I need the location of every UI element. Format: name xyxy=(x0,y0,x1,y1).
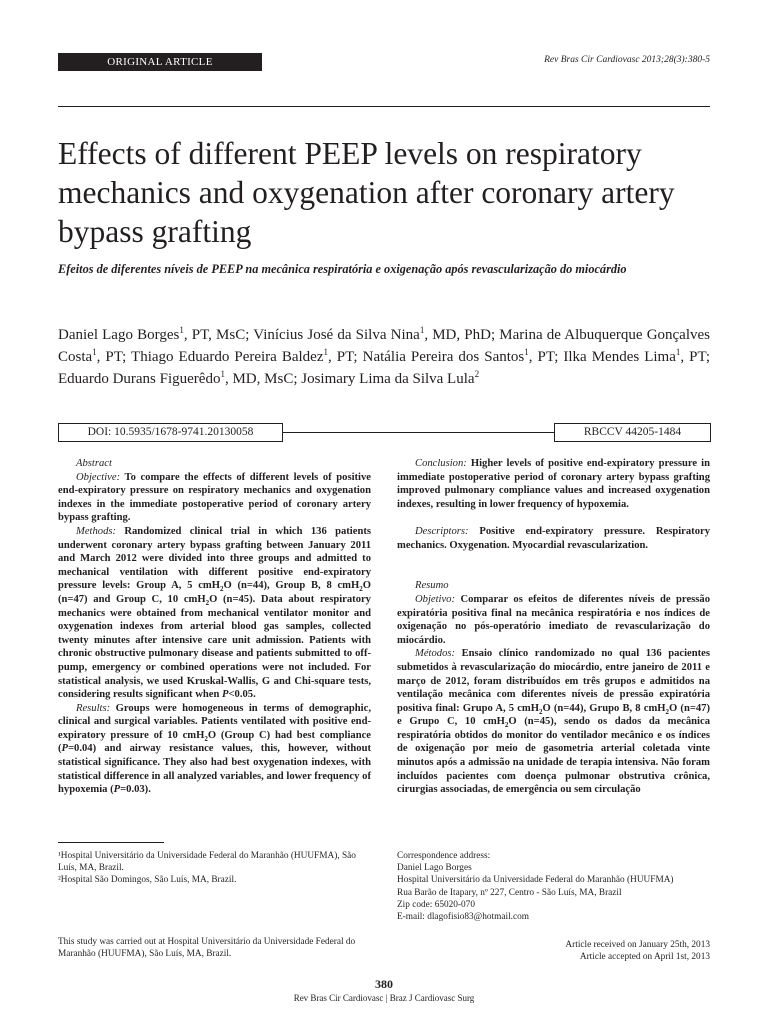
author-degrees: , MD, PhD; xyxy=(424,327,500,343)
correspondence-line: Daniel Lago Borges xyxy=(397,863,472,874)
page-number: 380 xyxy=(375,977,393,991)
footnote-divider xyxy=(58,842,164,843)
resumo-heading: Resumo xyxy=(415,580,449,592)
affiliation-footnotes xyxy=(58,850,371,887)
correspondence-line: Hospital Universitário da Universidade Federal do Maranhão (HUUFMA) xyxy=(397,875,674,886)
author-name: Natália Pereira dos Santos xyxy=(362,349,525,365)
author-name: Josimary Lima da Silva Lula xyxy=(301,371,475,387)
rbccv-identifier: RBCCV 44205-1484 xyxy=(554,423,711,442)
abstract-results: Results: Groups were homogeneous in terms of demographic, clinical and surgical variables. Patients ventilated with positive end-expiratory pressure of 10 cmH$_2$O (Group C) had best compliance (P=0.04) and airway resistance values, this, however, without statistical significance. They also had best oxygenation indexes, with statistical difference in all analyzed variables, and lower frequency of hypoxemia (P=0.03). xyxy=(58,702,372,796)
author-list xyxy=(58,324,710,390)
abstract-methods: Methods: Randomized clinical trial in which 136 patients underwent coronary artery bypass grafting between January 2011 and March 2012 were divided into three groups and admitted to mechanical ventilation with different positive end-expiratory pressure levels: Group A, 5 cmH$_2$O (n=44), Group B, 8 cmH$_2$O (n=47) and Group C, 10 cmH$_2$O (n=45). Data about respiratory mechanics were obtained from mechanical ventilator monitor and oxygenation indexes from arterial blood gas samples, collected twenty minutes after intensive care unit admission. Patients with chronic obstructive pulmonary disease and patients submitted to off-pump, emergency or combined operations were not included. For statistical analysis, we used Kruskal-Wallis, G and Chi-square tests, considering results significant when P<0.05. xyxy=(58,525,371,701)
abstract-descriptors: Descriptors: Positive end-expiratory pressure. Respiratory mechanics. Oxygenation. Myocardial revascularization. xyxy=(397,525,710,551)
author-name: Daniel Lago Borges xyxy=(58,327,180,343)
author-affiliation: 1 xyxy=(92,347,97,357)
article-type-label: ORIGINAL ARTICLE xyxy=(58,53,262,71)
author-affiliation: 1 xyxy=(220,369,225,379)
author xyxy=(58,371,301,387)
footnote: ¹Hospital Universitário da Universidade Federal do Maranhão (HUUFMA), São Luís, MA, Brazil. xyxy=(58,851,356,874)
author xyxy=(563,349,710,365)
resumo-objetivo: Objetivo: Comparar os efeitos de diferentes níveis de pressão expiratória positiva final na mecânica respiratória e nos índices de oxigenação no pós-operatório imediato de revascularização do miocárdio. xyxy=(397,593,710,646)
author xyxy=(363,349,564,365)
abstract-heading: Abstract xyxy=(76,458,112,469)
author-affiliation: 1 xyxy=(675,347,681,357)
author-degrees: , PT; xyxy=(96,349,132,365)
accepted-date: Article accepted on April 1st, 2013 xyxy=(579,952,710,963)
author-affiliation: 1 xyxy=(323,347,328,357)
article-dates xyxy=(565,939,710,963)
correspondence-address xyxy=(397,850,710,923)
footnote: ²Hospital São Domingos, São Luís, MA, Brazil. xyxy=(58,875,237,886)
abstract-continued-and-resumo xyxy=(397,457,710,797)
correspondence-line: Zip code: 65020-070 xyxy=(397,899,475,910)
id-connector-line xyxy=(283,432,554,433)
abstract-english xyxy=(58,457,371,797)
header-divider xyxy=(58,106,710,107)
author-affiliation: 2 xyxy=(474,369,480,379)
author xyxy=(131,349,363,365)
resumo-metodos: Métodos: Ensaio clínico randomizado no qual 136 pacientes submetidos à revascularização do miocárdio, entre janeiro de 2011 e março de 2012, foram distribuídos em três grupos e admitidos na ventilação mecânica com diferentes níveis de pressão expiratória positiva final: Grupo A, 5 cmH$_2$O (n=44), Grupo B, 8 cmH$_2$O (n=47) e Grupo C, 10 cmH$_2$O (n=45), sendo os dados da mecânica respiratória obtidos do monitor do ventilador mecânico e os índices de oxigenação por meio de gasometria arterial coletada vinte minutos após a admissão na unidade de terapia intensiva. Não foram incluídos pacientes com doença pulmonar obstrutiva crônica, cirurgias associadas, de emergência ou sem circulação xyxy=(397,648,710,796)
author-degrees: , PT; xyxy=(327,349,363,365)
article-subtitle-portuguese: Efeitos de diferentes níveis de PEEP na mecânica respiratória e oxigenação após revascularização do miocárdio xyxy=(58,262,627,276)
article-title: Effects of different PEEP levels on respiratory mechanics and oxygenation after coronary artery bypass grafting xyxy=(58,136,675,249)
author-name: Eduardo Durans Figuerêdo xyxy=(58,371,221,387)
study-location-note: This study was carried out at Hospital Universitário da Universidade Federal do Maranhão (HUUFMA), São Luís, MA, Brazil. xyxy=(58,937,356,960)
doi-link[interactable]: DOI: 10.5935/1678-9741.20130058 xyxy=(58,423,283,442)
author xyxy=(58,327,253,343)
author-name: Thiago Eduardo Pereira Baldez xyxy=(131,349,324,365)
correspondence-line: Rua Barão de Itapary, nº 227, Centro - São Luís, MA, Brazil xyxy=(397,887,622,898)
author-name: Ilka Mendes Lima xyxy=(563,349,676,365)
abstract-conclusion: Conclusion: Higher levels of positive end-expiratory pressure in immediate postoperative period of coronary artery bypass grafting improved pulmonary compliance values and increased oxygenation indexes, resulting in lower frequency of hypoxemia. xyxy=(397,458,710,510)
author xyxy=(301,371,479,387)
correspondence-line: Correspondence address: xyxy=(397,851,491,861)
author-degrees: , MD, MsC; xyxy=(224,371,302,387)
author-degrees: , PT; xyxy=(528,349,564,365)
author-degrees: , PT, MsC; xyxy=(183,327,254,343)
author-degrees: , PT; xyxy=(680,349,710,365)
author xyxy=(253,327,499,343)
author-affiliation: 1 xyxy=(179,325,184,335)
author-name: Vinícius José da Silva Nina xyxy=(253,327,420,343)
footer-journal-name: Rev Bras Cir Cardiovasc | Braz J Cardiovasc Surg xyxy=(293,993,475,1003)
journal-citation: Rev Bras Cir Cardiovasc 2013;28(3):380-5 xyxy=(544,55,710,65)
correspondence-email[interactable]: E-mail: dlagofisio83@hotmail.com xyxy=(397,912,529,923)
author-affiliation: 1 xyxy=(524,347,529,357)
author-affiliation: 1 xyxy=(419,325,425,335)
author-name: Marina de Albuquerque Gonçalves Costa xyxy=(58,327,711,365)
received-date: Article received on January 25th, 2013 xyxy=(565,940,710,950)
abstract-objective: Objective: To compare the effects of different levels of positive end-expiratory pressure on respiratory mechanics and oxygenation indexes in the immediate postoperative period of coronary artery bypass grafting. xyxy=(58,471,371,524)
